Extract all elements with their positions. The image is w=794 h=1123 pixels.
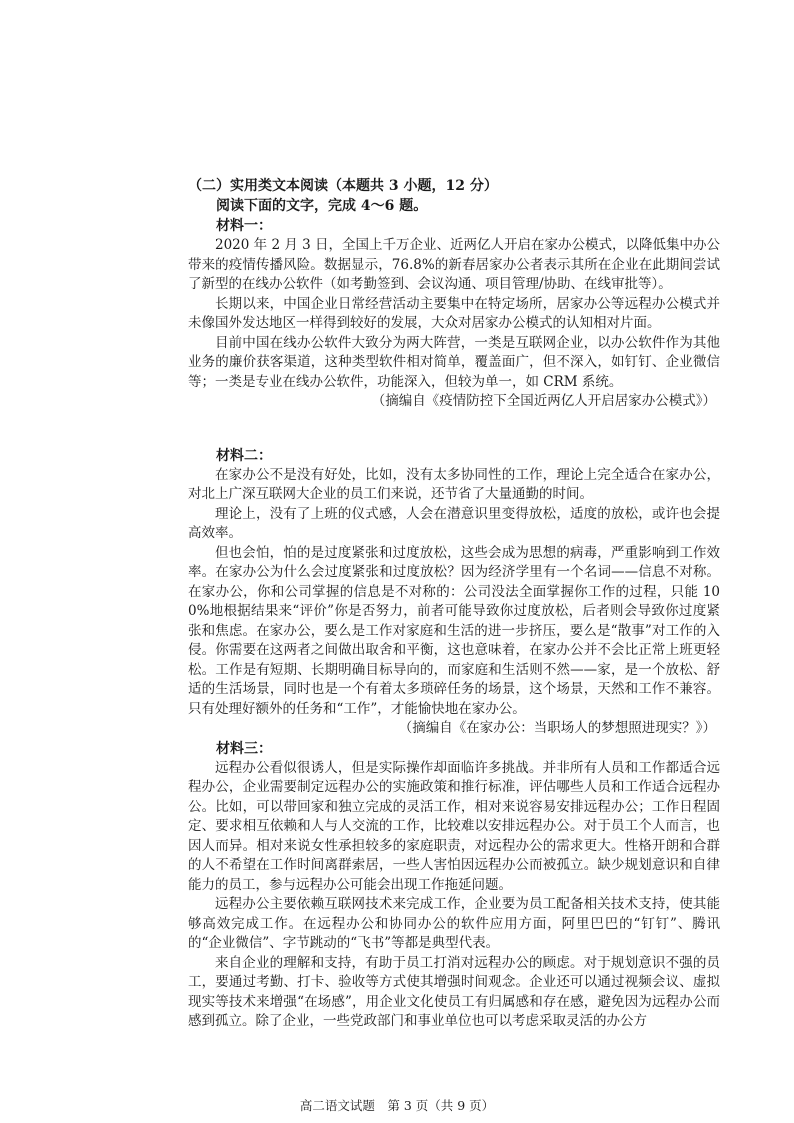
- material1-paragraph: 长期以来，中国企业日常经营活动主要集中在特定场所，居家办公等远程办公模式并未像国外发达地区一样得到较好的发展，大众对居家办公模式的认知相对片面。: [188, 295, 720, 331]
- material3-paragraph: 远程办公看似很诱人，但是实际操作却面临许多挑战。并非所有人员和工作都适合远程办公，企业需要制定远程办公的实施政策和推行标准，评估哪些人员和工作适合远程办公。比如，可以带回家和独立完成的灵活工作，相对来说容易安排远程办公；工作日程固定、要求相互依赖和人与人交流的工作，比较难以安排远程办公。对于员工个人而言，也因人而异。相对来说女性承担较多的家庭职责，对远程办公的需求更大。性格开朗和合群的人不希望在工作时间离群索居，一些人害怕因远程办公而被孤立。缺少规划意识和自律能力的员工，参与远程办公可能会出现工作拖延问题。: [188, 759, 720, 893]
- section-instruction: 阅读下面的文字，完成 4～6 题。: [216, 198, 428, 214]
- page-footer: 高二语文试题 第 3 页（共 9 页）: [299, 1098, 495, 1113]
- material3-label: 材料三：: [216, 740, 272, 757]
- material1-paragraph: 2020 年 2 月 3 日，全国上千万企业、近两亿人开启在家办公模式，以降低集中办公带来的疫情传播风险。数据显示，76.8%的新春居家办公者表示其所在企业在此期间尝试了新型的在线办公软件（如考勤签到、会议沟通、项目管理/协助、在线审批等）。: [188, 237, 720, 292]
- material1-paragraph: 目前中国在线办公软件大致分为两大阵营，一类是互联网企业，以办公软件作为其他业务的廉价获客渠道，这种类型软件相对简单，覆盖面广，但不深入，如钉钉、企业微信等；一类是专业在线办公软件，功能深入，但较为单一，如 CRM 系统。: [188, 334, 720, 390]
- material1-label: 材料一：: [216, 218, 272, 234]
- material2-label: 材料二：: [216, 447, 272, 464]
- material3-paragraph: 远程办公主要依赖互联网技术来完成工作，企业要为员工配备相关技术支持，使其能够高效完成工作。在远程办公和协同办公的软件应用方面，阿里巴巴的“钉钉”、腾讯的“企业微信”、字节跳动的“飞书”等都是典型代表。: [188, 896, 720, 951]
- spacer: [188, 412, 720, 446]
- page-content: [188, 176, 720, 1032]
- material2-paragraph: 但也会怕，怕的是过度紧张和过度放松，这些会成为思想的病毒，严重影响到工作效率。在家办公为什么会过度紧张和过度放松？因为经济学里有一个名词——信息不对称。在家办公，你和公司掌握的信息是不对称的：公司没法全面掌握你工作的过程，只能 100%地根据结果来“评价”你是否努力，前者可能导致你过度放松，后者则会导致你过度紧张和焦虑。在家办公，要么是工作对家庭和生活的进一步挤压，要么是“散事”对工作的入侵。你需要在这两者之间做出取舍和平衡，这也意味着，在家办公并不会比正常上班更轻松。工作是有短期、长期明确目标导向的，而家庭和生活则不然——家，是一个放松、舒适的生活场景，同时也是一个有着太多琐碎任务的场景，这个场景，天然和工作不兼容。只有处理好额外的任务和“工作”，才能愉快地在家办公。: [188, 544, 720, 717]
- material2-source: （摘编自《在家办公：当职场人的梦想照进现实？》）: [398, 720, 716, 736]
- material2-paragraph: 理论上，没有了上班的仪式感，人会在潜意识里变得放松，适度的放松，或许也会提高效率。: [188, 505, 720, 541]
- section-title: （二）实用类文本阅读（本题共 3 小题，12 分）: [188, 178, 498, 194]
- material3-paragraph: 来自企业的理解和支持，有助于员工打消对远程办公的顾虑。对于规划意识不强的员工，要通过考勤、打卡、验收等方式使其增强时间观念。企业还可以通过视频会议、虚拟现实等技术来增强“在场感”，用企业文化使员工有归属感和存在感，避免因为远程办公而感到孤立。除了企业，一些党政部门和事业单位也可以考虑采取灵活的办公方: [188, 954, 720, 1029]
- material1-source: （摘编自《疫情防控下全国近两亿人开启居家办公模式》）: [371, 393, 716, 409]
- material2-paragraph: 在家办公不是没有好处，比如，没有太多协同性的工作，理论上完全适合在家办公，对北上广深互联网大企业的员工们来说，还节省了大量通勤的时间。: [188, 466, 720, 502]
